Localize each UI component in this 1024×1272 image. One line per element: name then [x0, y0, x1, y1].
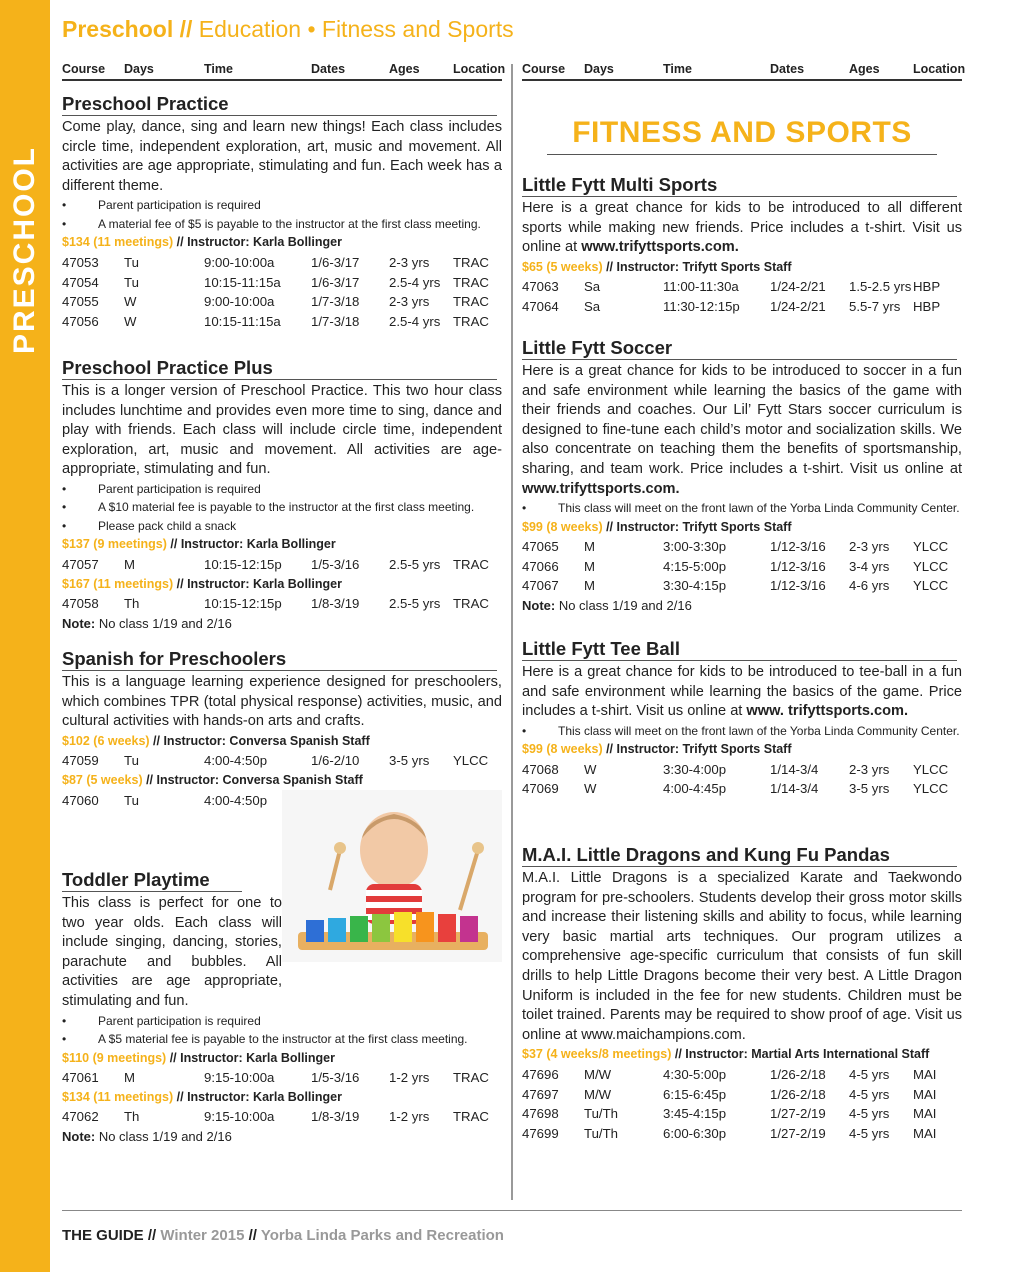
sidebar-label: PRESCHOOL	[8, 145, 41, 355]
table-cell: 1/12-3/16	[770, 578, 826, 594]
price-line: $99 (8 weeks) // Instructor: Trifytt Sports Staff	[522, 519, 792, 534]
table-cell: 4-5 yrs	[849, 1125, 890, 1141]
bullet-item: • A material fee of $5 is payable to the instructor at the first class meeting.	[62, 216, 481, 231]
table-cell: 47696	[522, 1066, 559, 1082]
bullet-item: • This class will meet on the front lawn of the Yorba Linda Community Center.	[522, 723, 960, 738]
table-cell: W	[584, 761, 597, 777]
table-cell: 9:00-10:00a	[204, 294, 275, 310]
price-line: $110 (9 meetings) // Instructor: Karla Bollinger	[62, 1050, 335, 1065]
table-row	[522, 277, 962, 297]
table-row	[522, 537, 962, 557]
table-cell: 4:15-5:00p	[663, 558, 727, 574]
table-cell: Th	[124, 596, 140, 612]
table-cell: 47057	[62, 557, 99, 573]
table-cell: 1/26-2/18	[770, 1066, 826, 1082]
table-cell: 1/5-3/16	[311, 557, 360, 573]
table-cell: 2.5-4 yrs	[389, 274, 441, 290]
price-line: $134 (11 meetings) // Instructor: Karla Bollinger	[62, 1089, 342, 1104]
table-cell: TRAC	[453, 557, 489, 573]
table-cell: 1.5-2.5 yrs	[849, 279, 912, 295]
table-cell: 1/6-3/17	[311, 254, 360, 270]
column-divider	[511, 64, 513, 1200]
table-cell: 3-5 yrs	[849, 781, 890, 797]
table-cell: 47697	[522, 1086, 559, 1102]
price-line: $87 (5 weeks) // Instructor: Conversa Spanish Staff	[62, 772, 363, 787]
table-row	[522, 297, 962, 317]
page-number: 14	[10, 1212, 48, 1250]
price-line: $167 (11 meetings) // Instructor: Karla Bollinger	[62, 576, 342, 591]
table-cell: 47056	[62, 313, 99, 329]
bullet-item: • A $10 material fee is payable to the instructor at the first class meeting.	[62, 500, 475, 515]
table-cell: 47059	[62, 753, 99, 769]
table-row	[62, 312, 502, 332]
table-row	[62, 1068, 502, 1088]
table-row	[522, 1124, 962, 1144]
table-row	[522, 1065, 962, 1085]
table-cell: HBP	[913, 298, 941, 314]
table-cell: 1/14-3/4	[770, 781, 819, 797]
table-cell: YLCC	[913, 761, 949, 777]
table-row	[522, 557, 962, 577]
note: Note: No class 1/19 and 2/16	[62, 1128, 232, 1144]
table-cell: 1/12-3/16	[770, 539, 826, 555]
price-line: $134 (11 meetings) // Instructor: Karla Bollinger	[62, 235, 342, 250]
table-cell: Tu/Th	[584, 1125, 618, 1141]
section-title: M.A.I. Little Dragons and Kung Fu Pandas	[522, 844, 957, 867]
table-cell: TRAC	[453, 294, 489, 310]
table-cell: Sa	[584, 279, 601, 295]
table-cell: M	[124, 557, 135, 573]
table-cell: 1/27-2/19	[770, 1106, 826, 1122]
section-little-fytt-tee-ball	[522, 638, 962, 799]
table-header: Course Days Time Dates Ages Location	[522, 62, 962, 81]
fitness-heading	[522, 110, 962, 155]
schedule-rows	[522, 1065, 962, 1143]
section-description: Here is a great chance for kids to be introduced to soccer in a fun and safe environment while learning the basics of the game with their friends and coaches. Our Lil’ Fytt Stars soccer curriculum is designed to fine-tune each child’s motor and socialization skills. We also concentrate on teaching them the benefits of sportsmanship, sharing, and team work. Price includes a t-shirt. Visit us online at www.trifyttsports.com.	[522, 363, 962, 497]
table-cell: YLCC	[453, 753, 489, 769]
table-cell: Tu	[124, 792, 139, 808]
table-cell: MAI	[913, 1086, 937, 1102]
bullet-item: • A $5 material fee is payable to the instructor at the first class meeting.	[62, 1032, 468, 1047]
schedule-rows	[62, 555, 502, 575]
schedule-rows	[522, 277, 962, 316]
table-cell: 47699	[522, 1125, 559, 1141]
table-cell: 3-4 yrs	[849, 558, 890, 574]
section-preschool-practice-plus	[62, 357, 502, 633]
table-cell: 6:00-6:30p	[663, 1125, 727, 1141]
table-cell: 5.5-7 yrs	[849, 298, 901, 314]
table-cell: TRAC	[453, 254, 489, 270]
table-cell: M/W	[584, 1086, 612, 1102]
section-title: Preschool Practice Plus	[62, 357, 497, 380]
table-cell: 47066	[522, 558, 559, 574]
note: Note: No class 1/19 and 2/16	[62, 615, 232, 631]
table-cell: 1/12-3/16	[770, 558, 826, 574]
table-row	[62, 751, 502, 771]
table-cell: 9:00-10:00a	[204, 254, 275, 270]
bullet-item: • Please pack child a snack	[62, 518, 237, 533]
table-cell: Sa	[584, 298, 601, 314]
table-cell: M	[584, 539, 595, 555]
table-cell: 2-3 yrs	[849, 761, 890, 777]
table-cell: 1/6-3/17	[311, 274, 360, 290]
table-cell: 47698	[522, 1106, 559, 1122]
table-cell: 1/24-2/21	[770, 298, 826, 314]
table-cell: 2-3 yrs	[389, 294, 430, 310]
table-cell: 1/24-2/21	[770, 279, 826, 295]
table-cell: 1/14-3/4	[770, 761, 819, 777]
table-cell: 10:15-11:15a	[204, 313, 281, 329]
table-cell: 47062	[62, 1109, 99, 1125]
section-title: Little Fytt Soccer	[522, 337, 957, 360]
table-cell: 4:30-5:00p	[663, 1066, 727, 1082]
table-cell: TRAC	[453, 274, 489, 290]
table-cell: YLCC	[913, 558, 949, 574]
bullet-item: • Parent participation is required	[62, 481, 261, 496]
website-link[interactable]: www. trifyttsports.com.	[746, 703, 909, 720]
table-cell: 47060	[62, 792, 99, 808]
right-column	[522, 62, 966, 1141]
table-cell: 11:00-11:30a	[663, 279, 739, 295]
table-cell: 47067	[522, 578, 559, 594]
table-cell: W	[124, 313, 137, 329]
price-line: $37 (4 weeks/8 meetings) // Instructor: Martial Arts International Staff	[522, 1047, 930, 1062]
table-cell: 2-3 yrs	[849, 539, 890, 555]
table-cell: YLCC	[913, 539, 949, 555]
table-cell: 4-5 yrs	[849, 1086, 890, 1102]
table-cell: Tu/Th	[584, 1106, 618, 1122]
table-cell: 10:15-12:15p	[204, 557, 282, 573]
table-cell: 47064	[522, 298, 559, 314]
table-cell: 3:45-4:15p	[663, 1106, 727, 1122]
bullet-item: • Parent participation is required	[62, 198, 261, 213]
schedule-rows	[62, 1107, 502, 1127]
table-row	[62, 273, 502, 293]
table-cell: TRAC	[453, 313, 489, 329]
footer-divider	[62, 1210, 962, 1211]
table-cell: TRAC	[453, 1109, 489, 1125]
section-spanish-for-preschoolers	[62, 648, 502, 810]
table-cell: YLCC	[913, 781, 949, 797]
schedule-rows	[62, 594, 502, 614]
table-cell: M/W	[584, 1066, 612, 1082]
price-line: $65 (5 weeks) // Instructor: Trifytt Sports Staff	[522, 259, 792, 274]
table-cell: W	[584, 781, 597, 797]
price-line: $137 (9 meetings) // Instructor: Karla Bollinger	[62, 537, 336, 552]
table-cell: Th	[124, 1109, 140, 1125]
note: Note: No class 1/19 and 2/16	[522, 598, 692, 614]
table-row	[522, 1085, 962, 1105]
table-cell: 47058	[62, 596, 99, 612]
page-header	[62, 16, 514, 43]
table-cell: 1/5-3/16	[311, 1070, 360, 1086]
table-cell: Tu	[124, 274, 139, 290]
header-subtitle: Education • Fitness and Sports	[192, 16, 514, 42]
table-cell: TRAC	[453, 596, 489, 612]
table-cell: 2.5-5 yrs	[389, 596, 441, 612]
bullet-item: • Parent participation is required	[62, 1013, 261, 1028]
section-title: Little Fytt Tee Ball	[522, 638, 957, 661]
table-cell: 47068	[522, 761, 559, 777]
schedule-rows	[522, 760, 962, 799]
table-cell: 4-6 yrs	[849, 578, 890, 594]
table-cell: 4:00-4:45p	[663, 781, 727, 797]
table-row	[62, 1107, 502, 1127]
table-header: Course Days Time Dates Ages Location	[62, 62, 502, 81]
category-title: FITNESS AND SPORTS	[547, 110, 937, 155]
table-cell: 4-5 yrs	[849, 1066, 890, 1082]
schedule-rows	[522, 537, 962, 596]
table-cell: 4:00-4:50p	[204, 753, 268, 769]
table-cell: Tu	[124, 753, 139, 769]
table-cell: 6:15-6:45p	[663, 1086, 727, 1102]
table-cell: 1/27-2/19	[770, 1125, 826, 1141]
table-cell: TRAC	[453, 1070, 489, 1086]
website-link[interactable]: www.trifyttsports.com.	[581, 239, 739, 256]
table-cell: M	[124, 1070, 135, 1086]
section-preschool-practice	[62, 93, 502, 331]
table-cell: 47061	[62, 1070, 99, 1086]
table-cell: 9:15-10:00a	[204, 1109, 275, 1125]
table-cell: 47069	[522, 781, 559, 797]
table-cell: 47065	[522, 539, 559, 555]
table-cell: W	[124, 294, 137, 310]
section-little-fytt-soccer	[522, 337, 962, 616]
section-description: This is a language learning experience designed for preschoolers, which combines TPR (total physical response) activities, music, and cultural activities with hands-on arts and crafts.	[62, 674, 502, 730]
table-cell: 47053	[62, 254, 99, 270]
table-cell: 1-2 yrs	[389, 1109, 430, 1125]
section-mai-little-dragons	[522, 844, 962, 1143]
table-cell: 2.5-4 yrs	[389, 313, 441, 329]
bullet-item: • This class will meet on the front lawn of the Yorba Linda Community Center.	[522, 501, 960, 516]
left-column	[62, 62, 506, 1144]
section-title: Toddler Playtime	[62, 869, 242, 892]
price-line: $99 (8 weeks) // Instructor: Trifytt Sports Staff	[522, 742, 792, 757]
section-description: Come play, dance, sing and learn new things! Each class includes circle time, independent exploration, art, music and movement. All activities are age appropriate, stimulating and fun. Each week has a different theme.	[62, 119, 502, 194]
table-cell: Tu	[124, 254, 139, 270]
toddler-xylophone-photo	[282, 790, 502, 962]
table-cell: 1/7-3/18	[311, 313, 360, 329]
table-cell: 10:15-11:15a	[204, 274, 281, 290]
schedule-rows	[62, 1068, 502, 1088]
table-cell: 1/6-2/10	[311, 753, 360, 769]
section-description: M.A.I. Little Dragons is a specialized Karate and Taekwondo program for pre-schoolers. Students develop their gross motor skills and increase their listening skills and ability to focus, while learning very basic martial arts techniques. Our program utilizes a comprehensive age-specific curriculum that consists of fun skill drills to help Little Dragons become their very best. A Little Dragon Uniform is included in the fee for new students. Children must be toilet trained. Parents may be required to show proof of age. Visit us online at www.maichampions.com.	[522, 870, 962, 1043]
table-cell: 47054	[62, 274, 99, 290]
table-cell: 3-5 yrs	[389, 753, 430, 769]
section-description: Here is a great chance for kids to be introduced to tee-ball in a fun and safe environment while learning the basics of the game. Price includes a t-shirt. Visit us online at www. trifyttsports.com.	[522, 664, 962, 720]
table-cell: 10:15-12:15p	[204, 596, 282, 612]
table-cell: 9:15-10:00a	[204, 1070, 275, 1086]
table-cell: 1/26-2/18	[770, 1086, 826, 1102]
schedule-rows	[62, 751, 502, 771]
table-cell: 3:30-4:15p	[663, 578, 727, 594]
table-row	[522, 760, 962, 780]
table-cell: MAI	[913, 1066, 937, 1082]
header-section: Preschool //	[62, 16, 193, 42]
table-cell: 1/8-3/19	[311, 596, 360, 612]
table-cell: 1/8-3/19	[311, 1109, 360, 1125]
table-cell: M	[584, 558, 595, 574]
schedule-rows	[62, 253, 502, 331]
section-title: Little Fytt Multi Sports	[522, 174, 957, 197]
table-cell: 4:00-4:50p	[204, 792, 268, 808]
website-link[interactable]: www.trifyttsports.com.	[522, 480, 680, 497]
table-cell: 4-5 yrs	[849, 1106, 890, 1122]
price-line: $102 (6 weeks) // Instructor: Conversa Spanish Staff	[62, 733, 370, 748]
section-description: This is a longer version of Preschool Practice. This two hour class includes lunchtime and provides even more time to sing, dance and play with friends. Each class will include circle time, independent exploration, art, music and movement. All activities are age-appropriate, stimulating and fun.	[62, 383, 502, 478]
section-title: Spanish for Preschoolers	[62, 648, 497, 671]
table-cell: 1/7-3/18	[311, 294, 360, 310]
table-row	[522, 1104, 962, 1124]
section-little-fytt-multi-sports	[522, 174, 962, 317]
table-cell: YLCC	[913, 578, 949, 594]
section-description: Here is a great chance for kids to be introduced to all different sports while making new friends. Price includes a t-shirt. Visit us online at www.trifyttsports.com.	[522, 200, 962, 256]
section-description: This class is perfect for one to two year olds. Each class will include singing, dancing, stories, parachute and bubbles. All activities are age appropriate, stimulating and fun.	[62, 895, 282, 1009]
table-row	[62, 594, 502, 614]
table-cell: 2.5-5 yrs	[389, 557, 441, 573]
table-row	[522, 779, 962, 799]
table-cell: MAI	[913, 1125, 937, 1141]
table-cell: 11:30-12:15p	[663, 298, 740, 314]
table-cell: 1-2 yrs	[389, 1070, 430, 1086]
table-cell: M	[584, 578, 595, 594]
section-title: Preschool Practice	[62, 93, 497, 116]
table-cell: 3:00-3:30p	[663, 539, 727, 555]
sidebar	[0, 0, 50, 1272]
table-cell: 3:30-4:00p	[663, 761, 727, 777]
table-cell: 2-3 yrs	[389, 254, 430, 270]
table-cell: 47055	[62, 294, 99, 310]
table-cell: MAI	[913, 1106, 937, 1122]
table-cell: HBP	[913, 279, 941, 295]
table-cell: 47063	[522, 279, 559, 295]
table-row	[62, 555, 502, 575]
table-row	[62, 292, 502, 312]
footer: THE GUIDE // Winter 2015 // Yorba Linda Parks and Recreation	[62, 1227, 504, 1244]
table-row	[62, 253, 502, 273]
table-row	[522, 576, 962, 596]
